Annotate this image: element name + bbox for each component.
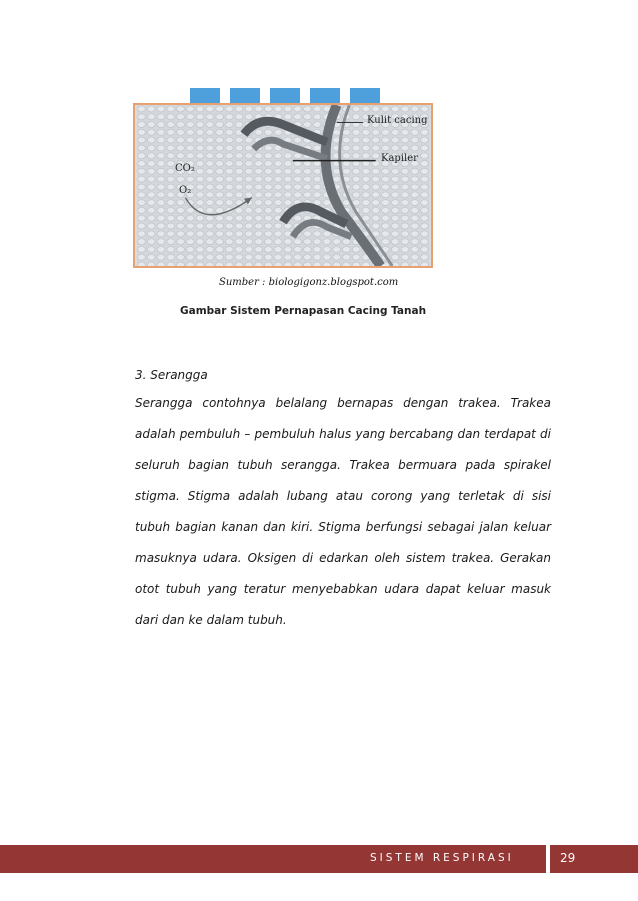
figure-source: Sumber : biologigonz.blogspot.com <box>219 277 399 288</box>
page-number: 29 <box>560 851 576 865</box>
o2-label: O₂ <box>179 185 192 196</box>
section-heading: 3. Serangga <box>135 368 208 382</box>
footer-chapter-title: SISTEM RESPIRASI <box>370 852 514 864</box>
footer-bar <box>0 845 638 873</box>
section-paragraph: Serangga contohnya belalang bernapas dengan trakea. Trakea adalah pembuluh – pembuluh halus yang bercabang dan terdapat di seluruh bagian tubuh serangga. Trakea bermuara pada spirakel stigma. Stigma adalah lubang atau corong yang terletak di sisi tubuh bagian kanan dan kiri. Stigma berfungsi sebagai jalan keluar masuknya udara. Oksigen di edarkan oleh sistem trakea. Gerakan otot tubuh yang teratur menyebabkan udara dapat keluar masuk dari dan ke dalam tubuh. <box>135 396 551 627</box>
co2-label: CO₂ <box>175 163 195 174</box>
earthworm-respiration-figure <box>133 103 433 268</box>
figure-caption: Gambar Sistem Pernapasan Cacing Tanah <box>180 305 427 317</box>
kulit-cacing-label: Kulit cacing <box>367 115 428 126</box>
serangga-section <box>135 368 551 636</box>
kapiler-label: Kapiler <box>381 153 418 164</box>
footer-divider <box>546 845 550 873</box>
watermark-overlay <box>190 88 380 104</box>
